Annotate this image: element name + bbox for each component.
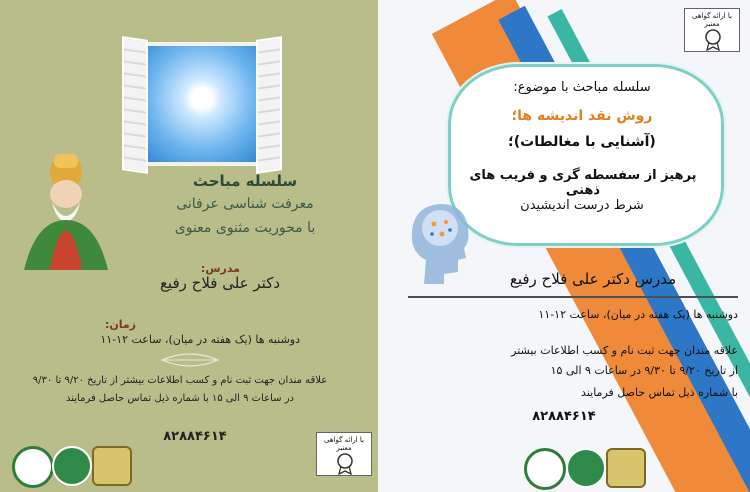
right-certificate-line2: معتبر: [704, 20, 720, 28]
academy-logo-icon: [92, 446, 132, 486]
left-certificate-badge: [316, 432, 372, 476]
left-registration-line1: علاقه مندان جهت ثبت نام و کسب اطلاعات بیشتر از تاریخ ۹/۲۰ تا ۹/۳۰: [32, 375, 328, 386]
right-registration-line3: با شماره ذیل تماس حاصل فرمایند: [581, 386, 738, 399]
certificate-seal-icon: [333, 451, 357, 475]
left-teacher-name: دکتر علی فلاح رفیع: [159, 274, 281, 292]
institute-logo-icon: [52, 446, 92, 486]
left-subject-line2: با محوریت مثنوی معنوی: [174, 220, 316, 236]
open-window-image: [132, 38, 272, 170]
left-certificate-line2: معتبر: [336, 444, 352, 452]
mawlana-portrait-image: [16, 150, 112, 270]
right-time-value: دوشنبه ها (یک هفته در میان)، ساعت ۱۲-۱۱: [538, 308, 738, 321]
right-registration-line1: علاقه مندان جهت ثبت نام و کسب اطلاعات بیشتر: [511, 344, 738, 357]
right-phone-number: ۸۲۸۸۴۶۱۴: [532, 409, 596, 424]
right-certificate-badge: [684, 8, 740, 52]
university-logo-icon: [524, 448, 566, 490]
right-certificate-line1: با ارائه گواهی: [692, 12, 732, 20]
right-title-line3: پرهیز از سفسطه گری و فریب های ذهنی: [469, 168, 697, 198]
left-series-label: سلسله مباحث: [192, 172, 298, 190]
certificate-seal-icon: [701, 27, 725, 51]
right-title-line4: شرط درست اندیشیدن: [520, 198, 644, 213]
institute-logo-icon: [566, 448, 606, 488]
right-poster: [378, 0, 750, 492]
right-registration-line2: از تاریخ ۹/۲۰ تا ۹/۳۰ در ساعات ۹ الی ۱۵: [550, 364, 738, 377]
left-certificate-line1: با ارائه گواهی: [324, 436, 364, 444]
left-teacher-label: مدرس:: [200, 262, 240, 275]
divider-line: [408, 296, 738, 298]
left-phone-number: ۸۲۸۸۴۶۱۴: [163, 429, 227, 444]
academy-logo-icon: [606, 448, 646, 488]
right-teacher: مدرس دکتر علی فلاح رفیع: [509, 270, 677, 288]
right-title-line1: روش نقد اندیشه ها؛: [511, 108, 653, 124]
leaf-ornament-icon: [160, 350, 220, 370]
right-title-line2: (آشنایی با مغالطات)؛: [508, 134, 656, 150]
left-subject-line1: معرفت شناسی عرفانی: [176, 196, 314, 212]
left-registration-line2: در ساعات ۹ الی ۱۵ با شماره ذیل تماس حاصل فرمایند: [65, 393, 294, 404]
university-logo-icon: [12, 446, 54, 488]
left-time-label: زمان:: [104, 318, 136, 331]
left-time-value: دوشنبه ها (یک هفته در میان)، ساعت ۱۲-۱۱: [100, 333, 300, 346]
right-topic-label: سلسله مباحث با موضوع:: [513, 80, 651, 95]
